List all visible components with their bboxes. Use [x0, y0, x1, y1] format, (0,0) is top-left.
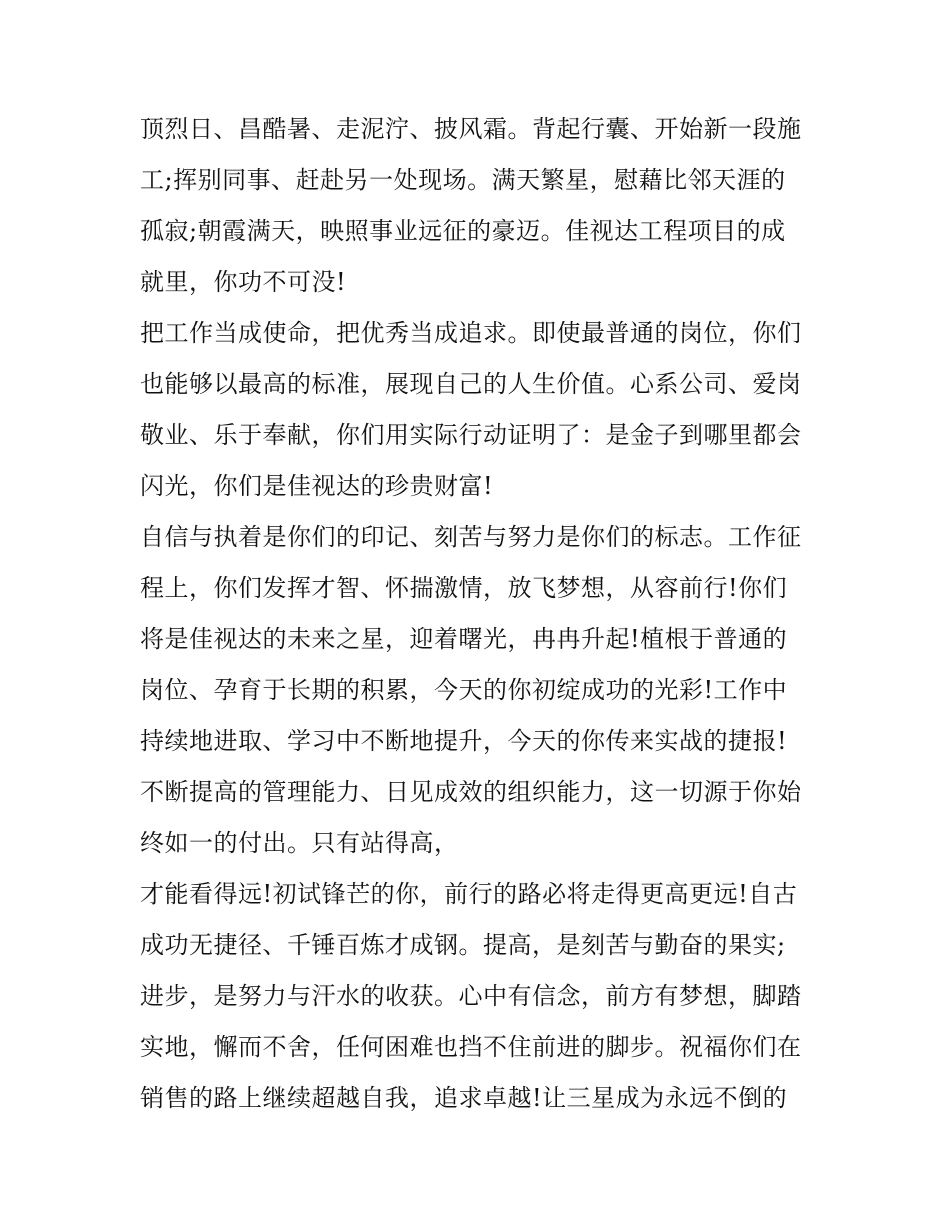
- text-line: 终如一的付出。只有站得高，: [140, 829, 459, 857]
- text-line: 顶烈日、昌酷暑、走泥泞、披风霜。背起行囊、开始新一段施: [140, 115, 802, 143]
- text-line: 敬业、乐于奉献，你们用实际行动证明了：是金子到哪里都会: [140, 421, 802, 449]
- text-line: 程上，你们发挥才智、怀揣激情，放飞梦想，从容前行!你们: [140, 574, 788, 602]
- text-line: 才能看得远!初试锋芒的你，前行的路必将走得更高更远!自古: [140, 880, 798, 908]
- text-line: 闪光，你们是佳视达的珍贵财富!: [140, 472, 494, 500]
- text-line: 孤寂;朝霞满天，映照事业远征的豪迈。佳视达工程项目的成: [140, 217, 786, 245]
- text-line: 自信与执着是你们的印记、刻苦与努力是你们的标志。工作征: [140, 523, 802, 551]
- text-line: 持续地进取、学习中不断地提升，今天的你传来实战的捷报!: [140, 727, 788, 755]
- text-line: 实地，懈而不舍，任何困难也挡不住前进的脚步。祝福你们在: [140, 1033, 802, 1061]
- text-line: 岗位、孕育于长期的积累，今天的你初绽成功的光彩!工作中: [140, 676, 788, 704]
- text-line: 就里，你功不可没!: [140, 268, 347, 296]
- text-line: 把工作当成使命，把优秀当成追求。即使最普通的岗位，你们: [140, 319, 802, 347]
- text-line: 成功无捷径、千锤百炼才成钢。提高，是刻苦与勤奋的果实;: [140, 931, 786, 959]
- text-line: 进步，是努力与汗水的收获。心中有信念，前方有梦想，脚踏: [140, 982, 802, 1010]
- text-line: 将是佳视达的未来之星，迎着曙光，冉冉升起!植根于普通的: [140, 625, 788, 653]
- body-text: [140, 104, 830, 1124]
- text-line: 也能够以最高的标准，展现自己的人生价值。心系公司、爱岗: [140, 370, 802, 398]
- text-line: 销售的路上继续超越自我，追求卓越!让三星成为永远不倒的: [140, 1084, 788, 1112]
- text-line: 不断提高的管理能力、日见成效的组织能力，这一切源于你始: [140, 778, 802, 806]
- text-line: 工;挥别同事、赶赴另一处现场。满天繁星，慰藉比邻天涯的: [140, 166, 786, 194]
